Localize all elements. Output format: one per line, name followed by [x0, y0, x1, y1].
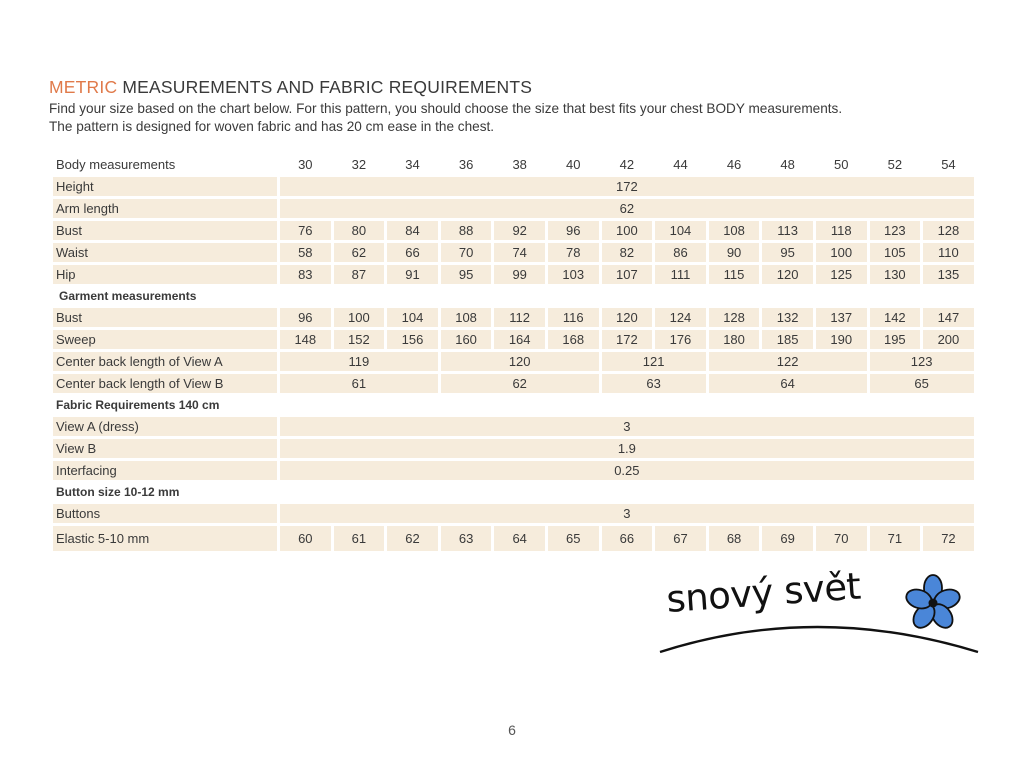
section-button — [53, 483, 974, 501]
row-hip-cell: 95 — [441, 265, 492, 284]
size-header: 48 — [780, 157, 795, 172]
row-view-b — [53, 439, 974, 458]
row-bust-cell: 128 — [923, 221, 974, 240]
row-bust-cell: 76 — [280, 221, 331, 240]
row-arm-length — [53, 199, 974, 218]
row-sweep-cell: 156 — [387, 330, 438, 349]
row-bust-cell: 96 — [548, 221, 599, 240]
title-accent: METRIC — [49, 77, 118, 97]
row-garment-bust-cell: 112 — [494, 308, 545, 327]
row-view-b-value: 1.9 — [280, 439, 974, 458]
row-sweep-cell: 148 — [280, 330, 331, 349]
row-sweep-cell: 180 — [709, 330, 760, 349]
row-garment-bust-cell: 116 — [548, 308, 599, 327]
row-bust-cell: 118 — [816, 221, 867, 240]
row-sweep-cell: 190 — [816, 330, 867, 349]
row-cb-view-b-cell: 62 — [441, 374, 599, 393]
row-bust-cell: 123 — [870, 221, 921, 240]
row-buttons-label: Buttons — [53, 504, 277, 523]
row-garment-bust-label: Bust — [53, 308, 277, 327]
row-hip-cell: 111 — [655, 265, 706, 284]
row-cb-view-b-label: Center back length of View B — [53, 374, 277, 393]
row-sweep-label: Sweep — [53, 330, 277, 349]
row-height-label: Height — [53, 177, 277, 196]
size-header: 54 — [941, 157, 956, 172]
row-waist-label: Waist — [53, 243, 277, 262]
row-sweep — [53, 330, 974, 349]
row-waist-cell: 100 — [816, 243, 867, 262]
row-sweep-cell: 176 — [655, 330, 706, 349]
section-garment-label: Garment measurements — [59, 289, 197, 303]
row-garment-bust-cell: 124 — [655, 308, 706, 327]
row-elastic-cell: 71 — [870, 526, 921, 551]
size-header: 52 — [887, 157, 903, 172]
row-hip-cell: 120 — [762, 265, 813, 284]
row-bust-label: Bust — [53, 221, 277, 240]
section-fabric-label: Fabric Requirements 140 cm — [56, 398, 220, 412]
row-waist-cell: 95 — [762, 243, 813, 262]
row-cb-view-a-cell: 121 — [602, 352, 706, 371]
size-header: 36 — [458, 157, 474, 172]
row-waist-cell: 90 — [709, 243, 760, 262]
title-rest: MEASUREMENTS AND FABRIC REQUIREMENTS — [122, 77, 533, 97]
row-hip — [53, 265, 974, 284]
row-bust-cell: 92 — [494, 221, 545, 240]
row-hip-cell: 87 — [334, 265, 385, 284]
row-arm-length-label: Arm length — [53, 199, 277, 218]
row-cb-view-b-cell: 63 — [602, 374, 706, 393]
row-cb-view-a-cell: 120 — [441, 352, 599, 371]
row-garment-bust-cell: 104 — [387, 308, 438, 327]
row-cb-view-a-label: Center back length of View A — [53, 352, 277, 371]
row-cb-view-a-cell: 123 — [870, 352, 974, 371]
row-elastic-cell: 65 — [548, 526, 599, 551]
row-bust-cell: 113 — [762, 221, 813, 240]
row-waist-cell: 86 — [655, 243, 706, 262]
size-chart-table — [50, 152, 977, 554]
row-height — [53, 177, 974, 196]
row-hip-cell: 130 — [870, 265, 921, 284]
page-number: 6 — [508, 722, 516, 738]
row-bust-cell: 80 — [334, 221, 385, 240]
row-view-a-label: View A (dress) — [53, 417, 277, 436]
row-bust-cell: 104 — [655, 221, 706, 240]
row-garment-bust-cell: 128 — [709, 308, 760, 327]
row-bust-cell: 88 — [441, 221, 492, 240]
size-header: 40 — [566, 157, 581, 172]
header-row — [53, 155, 974, 174]
logo-arc — [660, 627, 978, 652]
row-elastic-label: Elastic 5-10 mm — [53, 526, 277, 551]
row-garment-bust-cell: 120 — [602, 308, 653, 327]
row-hip-cell: 99 — [494, 265, 545, 284]
size-header: 38 — [512, 157, 527, 172]
row-garment-bust-cell: 147 — [923, 308, 974, 327]
row-elastic-cell: 72 — [923, 526, 974, 551]
row-view-a — [53, 417, 974, 436]
section-fabric — [53, 396, 974, 414]
row-waist-cell: 82 — [602, 243, 653, 262]
row-view-a-value: 3 — [280, 417, 974, 436]
size-header: 32 — [351, 157, 367, 172]
header-label: Body measurements — [56, 157, 176, 172]
row-garment-bust-cell: 132 — [762, 308, 813, 327]
row-waist-cell: 110 — [923, 243, 974, 262]
row-cb-view-a-cell: 119 — [280, 352, 438, 371]
row-waist-cell: 70 — [441, 243, 492, 262]
row-cb-view-a — [53, 352, 974, 371]
flower-icon — [904, 575, 962, 632]
row-interfacing — [53, 461, 974, 480]
row-sweep-cell: 185 — [762, 330, 813, 349]
row-waist-cell: 62 — [334, 243, 385, 262]
row-buttons-value: 3 — [280, 504, 974, 523]
row-hip-cell: 103 — [548, 265, 599, 284]
row-bust-cell: 84 — [387, 221, 438, 240]
row-view-b-label: View B — [53, 439, 277, 458]
row-elastic-cell: 63 — [441, 526, 492, 551]
row-bust-cell: 108 — [709, 221, 760, 240]
size-header: 44 — [673, 157, 688, 172]
row-cb-view-b — [53, 374, 974, 393]
row-cb-view-a-cell: 122 — [709, 352, 867, 371]
row-cb-view-b-cell: 65 — [870, 374, 974, 393]
row-garment-bust-cell: 100 — [334, 308, 385, 327]
size-header: 30 — [298, 157, 313, 172]
row-sweep-cell: 172 — [602, 330, 653, 349]
row-elastic-cell: 69 — [762, 526, 813, 551]
row-sweep-cell: 195 — [870, 330, 921, 349]
row-hip-cell: 107 — [602, 265, 653, 284]
row-waist — [53, 243, 974, 262]
row-elastic-cell: 64 — [494, 526, 545, 551]
row-waist-cell: 66 — [387, 243, 438, 262]
size-header: 50 — [834, 157, 849, 172]
row-hip-label: Hip — [53, 265, 277, 284]
row-arm-length-value: 62 — [280, 199, 974, 218]
row-elastic-cell: 61 — [334, 526, 385, 551]
size-header: 34 — [405, 157, 420, 172]
row-hip-cell: 125 — [816, 265, 867, 284]
size-header: 42 — [619, 157, 635, 172]
intro-line-1: Find your size based on the chart below. For this pattern, you should choose the size that best fits your chest BODY measurements. — [49, 101, 843, 116]
row-elastic-cell: 62 — [387, 526, 438, 551]
row-waist-cell: 105 — [870, 243, 921, 262]
row-interfacing-label: Interfacing — [53, 461, 277, 480]
row-garment-bust-cell: 142 — [870, 308, 921, 327]
row-height-value: 172 — [280, 177, 974, 196]
row-cb-view-b-cell: 61 — [280, 374, 438, 393]
row-bust-cell: 100 — [602, 221, 653, 240]
section-button-label: Button size 10-12 mm — [56, 485, 180, 499]
row-waist-cell: 78 — [548, 243, 599, 262]
logo-text: snový svět — [665, 564, 862, 621]
row-elastic-cell: 68 — [709, 526, 760, 551]
row-sweep-cell: 160 — [441, 330, 492, 349]
row-garment-bust-cell: 137 — [816, 308, 867, 327]
row-hip-cell: 135 — [923, 265, 974, 284]
row-garment-bust-cell: 108 — [441, 308, 492, 327]
row-garment-bust — [53, 308, 974, 327]
row-hip-cell: 83 — [280, 265, 331, 284]
row-elastic-cell: 66 — [602, 526, 653, 551]
intro-line-2: The pattern is designed for woven fabric and has 20 cm ease in the chest. — [49, 119, 495, 134]
row-elastic-cell: 67 — [655, 526, 706, 551]
row-hip-cell: 91 — [387, 265, 438, 284]
row-garment-bust-cell: 96 — [280, 308, 331, 327]
row-sweep-cell: 152 — [334, 330, 385, 349]
section-garment — [53, 287, 974, 305]
intro-text — [49, 100, 1009, 136]
row-sweep-cell: 168 — [548, 330, 599, 349]
row-sweep-cell: 164 — [494, 330, 545, 349]
row-waist-cell: 58 — [280, 243, 331, 262]
size-header: 46 — [726, 157, 742, 172]
row-buttons — [53, 504, 974, 523]
page-title — [49, 77, 532, 98]
row-elastic — [53, 526, 974, 551]
row-waist-cell: 74 — [494, 243, 545, 262]
row-elastic-cell: 60 — [280, 526, 331, 551]
row-bust — [53, 221, 974, 240]
row-hip-cell: 115 — [709, 265, 760, 284]
row-elastic-cell: 70 — [816, 526, 867, 551]
row-cb-view-b-cell: 64 — [709, 374, 867, 393]
row-interfacing-value: 0.25 — [280, 461, 974, 480]
row-sweep-cell: 200 — [923, 330, 974, 349]
